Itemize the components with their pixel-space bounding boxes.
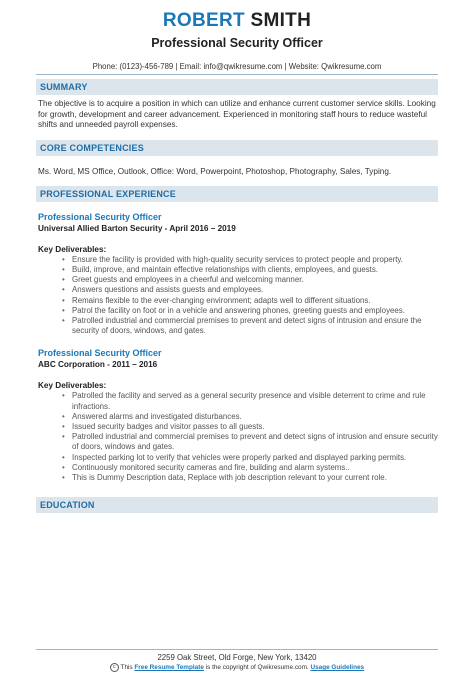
credit-prefix: This — [120, 664, 135, 672]
job-entry-1 — [36, 212, 438, 337]
list-item: • Build, improve, and maintain effective relationships with clients, employees, and guests. — [62, 265, 438, 275]
usage-guidelines-link[interactable]: Usage Guidelines — [310, 664, 365, 672]
job-entry-2 — [36, 348, 438, 483]
list-item: • Issued security badges and visitor passes to all guests. — [62, 422, 438, 432]
job-title-heading: Professional Security Officer — [151, 36, 323, 50]
copyright-icon: c — [110, 663, 119, 672]
footer-credit — [36, 663, 438, 672]
first-name: ROBERT — [162, 10, 245, 31]
free-resume-template-link[interactable]: Free Resume Template — [134, 664, 204, 672]
list-item: • Answered alarms and investigated disturbances. — [62, 412, 438, 422]
list-item: • Answers questions and assists guests and employees. — [62, 285, 438, 295]
job-company: ABC Corporation - 2011 – 2016 — [38, 360, 158, 370]
list-item: • Patrolled industrial and commercial premises to prevent and detect signs of intrusion and ensure security of doors, windows and gates. — [62, 432, 438, 452]
list-item: • Ensure the facility is provided with high-quality security services to protect people and property. — [62, 255, 438, 265]
deliverables-label: Key Deliverables: — [38, 244, 107, 254]
footer — [36, 649, 438, 672]
candidate-name — [36, 10, 438, 32]
summary-text: The objective is to acquire a position in which can utilize and enhance current customer service skills. Looking for growth, development and career advancement. Experienced in monitoring staff hours to reduce wasteful shifts and unneeded payroll expenses. — [38, 99, 436, 130]
section-experience-heading: PROFESSIONAL EXPERIENCE — [36, 186, 438, 202]
list-item: • Patrolled the facility and served as a general security presence and visible deterrent to crime and rule infractions. — [62, 391, 438, 411]
list-item: • Greet guests and employees in a cheerful and welcoming manner. — [62, 275, 438, 285]
resume-page — [0, 10, 474, 680]
section-summary-heading: SUMMARY — [36, 79, 438, 95]
list-item: • Patrolled industrial and commercial premises to prevent and detect signs of intrusion and ensure the security of doors, windows, and gates. — [62, 316, 438, 336]
list-item: • Remains flexible to the ever-changing environment; adapts well to different situations. — [62, 296, 438, 306]
job-company: Universal Allied Barton Security - April 2016 – 2019 — [38, 223, 236, 233]
list-item: • Inspected parking lot to verify that vehicles were properly parked and displayed parking permits. — [62, 453, 438, 463]
job-title: Professional Security Officer — [38, 211, 162, 222]
list-item: • Continuously monitored security cameras and fire, building and alarm systems.. — [62, 463, 438, 473]
contact-line: Phone: (0123)-456-789 | Email: info@qwikresume.com | Website: Qwikresume.com — [36, 62, 438, 75]
deliverables-label: Key Deliverables: — [38, 381, 107, 391]
footer-address: 2259 Oak Street, Old Forge, New York, 13420 — [157, 653, 317, 662]
competencies-text: Ms. Word, MS Office, Outlook, Office: Word, Powerpoint, Photoshop, Photography, Sales, Typing. — [38, 166, 392, 176]
last-name: SMITH — [250, 10, 312, 31]
section-competencies-heading: CORE COMPETENCIES — [36, 140, 438, 156]
deliverables-list — [36, 391, 438, 483]
section-education-heading: EDUCATION — [36, 497, 438, 513]
credit-middle: is the copyright of Qwikresume.com. — [203, 664, 311, 672]
job-title: Professional Security Officer — [38, 348, 162, 359]
list-item: • This is Dummy Description data, Replace with job description relevant to your current role. — [62, 473, 438, 483]
list-item: • Patrol the facility on foot or in a vehicle and answering phones, greeting guests and employees. — [62, 306, 438, 316]
deliverables-list — [36, 255, 438, 337]
